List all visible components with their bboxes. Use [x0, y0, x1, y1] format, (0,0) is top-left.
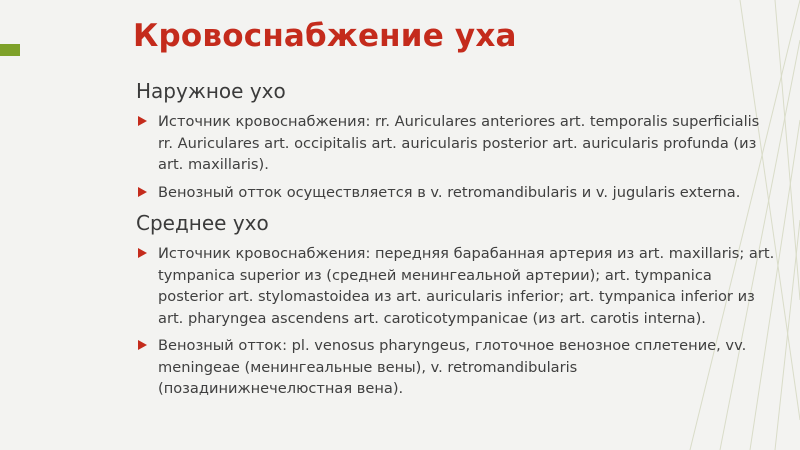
bullet-text: Венозный отток: pl. venosus pharyngeus, глоточное венозное сплетение, vv. meningeae (менингеальные вены), v. retromandibularis (позадинижнечелюстная вена).: [158, 337, 747, 397]
triangle-bullet-icon: [138, 340, 147, 350]
list-item: [136, 243, 776, 329]
list-item: [136, 335, 776, 400]
accent-bar: [0, 44, 20, 56]
section-heading-middle-ear: Среднее ухо: [136, 211, 269, 235]
section-heading-outer-ear: Наружное ухо: [136, 79, 286, 103]
slide-content: [136, 78, 776, 406]
bullet-text: Источник кровоснабжения: передняя барабанная артерия из art. maxillaris; art. tympanica superior из (средней менингеальной артерии); art. tympanica posterior art. stylomastoidea из art. auricularis inferior; art. tympanica inferior из art. pharyngea ascendens art. caroticotympanicae (из art. carotis interna).: [158, 245, 775, 327]
triangle-bullet-icon: [138, 248, 147, 258]
slide-title: Кровоснабжение уха: [133, 18, 517, 54]
bullet-text: Источник кровоснабжения: rr. Auriculares anteriores art. temporalis superficialis rr. Auriculares art. occipitalis art. auricularis posterior art. auricularis profunda (из art. maxillaris).: [158, 113, 760, 173]
bullet-list-middle-ear: [136, 243, 776, 400]
list-item: [136, 182, 776, 204]
list-item: [136, 111, 776, 176]
bullet-list-outer-ear: [136, 111, 776, 203]
bullet-text: Венозный отток осуществляется в v. retromandibularis и v. jugularis externa.: [158, 183, 741, 201]
triangle-bullet-icon: [138, 187, 147, 197]
triangle-bullet-icon: [138, 116, 147, 126]
